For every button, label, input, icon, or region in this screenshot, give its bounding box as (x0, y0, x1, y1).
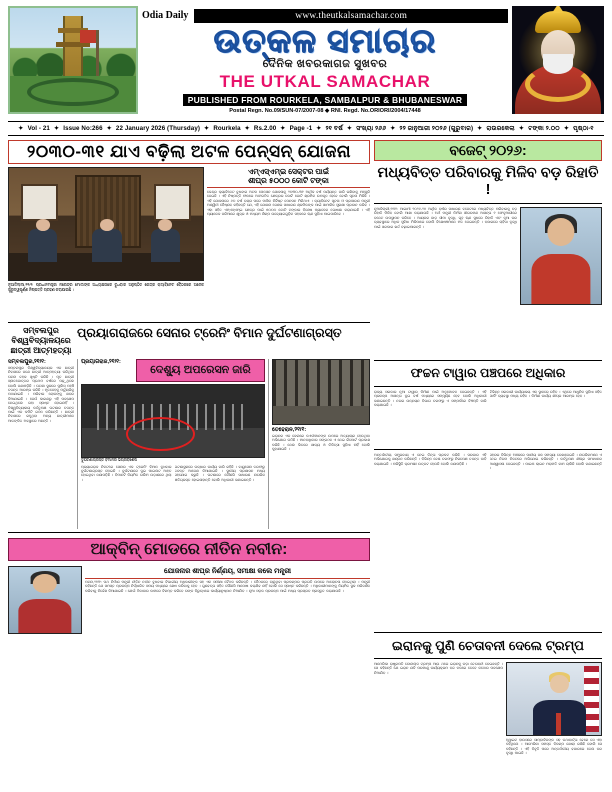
odia-vol-label: ୨୧ ବର୍ଷ (325, 124, 343, 132)
garland (525, 66, 591, 102)
budget-banner[interactable] (374, 140, 602, 161)
tie (556, 713, 561, 735)
lead-subhead-line2: ଶୀଘ୍ର ୫୦୦୦ କୋଟି ଟଙ୍କା (248, 176, 329, 185)
budget-headline: ମଧ୍ୟବିତ୍ତ ପରିବାରକୁ ମିଳିବ ବଡ଼ ରିହାତି ! (377, 165, 599, 198)
nitin-photo-block (8, 566, 82, 790)
university-column (8, 359, 74, 529)
minister-portrait-photo (8, 566, 82, 634)
section-divider (8, 322, 370, 323)
headline-rule (374, 658, 602, 659)
odia-daily-label: Odia Daily (142, 10, 189, 21)
iran-column (272, 359, 370, 529)
budget-photo-block (520, 207, 602, 357)
masthead-center (138, 6, 512, 114)
page-label: Page -1 (289, 125, 313, 132)
crash-body-left: ପ୍ରୟାଗରାଜ ନିକଟରେ ସେନାର ଏକ ଟ୍ରେନିଂ ବିମାନ ବୁଧବାର ଦୁର୍ଘଟଣାଗ୍ରସ୍ତ ହୋଇଛି । ଦୁର୍ଘଟଣାରେ ଦୁଇ ପାଇଲଟ ଆହତ ହୋଇଥିବା ଜଣାପଡ଼ିଛି । ବିମାନଟି ନିୟମିତ ତାଲିମ ଉଡ଼ାଣରେ ଥିଲା । (81, 464, 172, 482)
crash-header-row (8, 326, 370, 356)
person-center (92, 229, 121, 263)
iran-body-right: ଅନ୍ତର୍ଜାତୀୟ ସମ୍ପ୍ରଦାୟ ଏ ନେଇ ଚିନ୍ତା ପ୍ରକଟ କରିଛି । ସରକାର ଏହି ଅଭିଯୋଗକୁ ଖଣ୍ଡନ କରିଛନ୍ତି । ବିଭିନ୍ନ ଦେଶ ତରଫରୁ ନିରପେକ୍ଷ ତଦନ୍ତ ଦାବି କରାଯାଇଛି । ପରିସ୍ଥିତି କ୍ରମଶଃ ଉତ୍କଟ ହେଉଛି ବୋଲି ଜଣାପଡ଼ିଛି । (374, 453, 487, 466)
trump-body-left: ଆମେରିକା ରାଷ୍ଟ୍ରପତି ଡୋନାଲ୍ଡ ଟ୍ରମ୍ପ ଆଉ ଥରେ ଇରାନକୁ କଡ଼ା ଚେତାବନୀ ଦେଇଛନ୍ତି । ସେ କହିଛନ୍ତି ଯେ ଇରାନ ଯଦି ପରମାଣୁ କାର୍ଯ୍ୟକ୍ରମ ବନ୍ଦ ନକରେ ତେବେ କଠୋର ପଦକ୍ଷେପ ନିଆଯିବ । (374, 662, 503, 675)
trump-photo-block (506, 662, 602, 790)
head (33, 574, 57, 594)
bullet-icon: ✦ (18, 125, 24, 132)
crash-body-right: ଘଟଣାସ୍ଥଳରେ ଉଦ୍ଧାର କାର୍ଯ୍ୟ ଜାରି ରହିଛି । ବାୟୁସେନା ତରଫରୁ ତଦନ୍ତ ଆଦେଶ ଦିଆଯାଇଛି । ସ୍ଥାନୀୟ ପ୍ରଶାସନ ମଧ୍ୟ ସହଯୋଗ କରୁଛି । ଘଟଣାରେ କୌଣସି ସାଧାରଣ ନାଗରିକ କ୍ଷତିଗ୍ରସ୍ତ ହୋଇନାହାନ୍ତି ବୋଲି ଅଧିକାରୀ ଜଣାଇଛନ୍ତି । (174, 464, 265, 482)
bullet-icon: ✦ (518, 125, 525, 132)
website-url[interactable]: www.theutkalsamachar.com (194, 9, 508, 23)
section-divider (8, 532, 370, 533)
lead-photo-block (8, 167, 204, 319)
lead-story (8, 167, 370, 319)
bullet-icon: ✦ (346, 125, 353, 132)
bullet-icon: ✦ (563, 125, 570, 132)
column-rule (268, 359, 269, 529)
us-flag-icon (584, 666, 599, 732)
left-column-group (8, 140, 370, 790)
nitin-headline: ଆକ୍ବିନ୍ ମୋଡରେ ନୀତିନ ନବୀନ: (90, 541, 288, 558)
headline-rule (374, 386, 602, 387)
iran-body-left: ଇରାନର ଏକ ଜେଲରେ କଏଦୀମାନଙ୍କ ଉପରେ ଅତ୍ୟାଚାର ହେଉଥିବା ଅଭିଯୋଗ ଉଠିଛି । ମାନବାଧିକାର ସଙ୍ଗଠନ ଏ ନେଇ ରିପୋର୍ଟ ପ୍ରକାଶ କରିଛି । ଜେଲ ଭିତରେ ଖାଦ୍ୟ ଓ ଚିକିତ୍ସା ସୁବିଧା ନାହିଁ ବୋଲି କୁହାଯାଇଛି । (272, 434, 370, 452)
torso (18, 599, 71, 633)
masthead-title-odia: ଉତ୍କଳ ସମାଚାର (213, 22, 437, 59)
odia-date-label: ୨୨ ଜାନୁଆରୀ ୨୦୨୬ (ଗୁରୁବାର) (399, 124, 474, 132)
odia-page-label: ପୃଷ୍ଠା-୧ (573, 124, 594, 132)
section-divider (374, 632, 602, 633)
crash-headline-block[interactable] (77, 326, 370, 341)
finance-minister-photo (520, 207, 602, 305)
university-headline-line1: ସମ୍ବଲପୁର (23, 326, 59, 335)
right-column-group (374, 140, 602, 790)
published-from: PUBLISHED FROM ROURKELA, SAMBALPUR & BHUBANESWAR (183, 94, 468, 106)
bullet-icon: ✦ (244, 125, 250, 132)
tower-body-left: ରାଜ୍ୟ ସରକାର ନୂଆ ଟାୱାର ନିର୍ମାଣ ପାଇଁ ଅନୁମୋଦନ ଦେଇଛନ୍ତି । ଏହି ପ୍ରକଳ୍ପ ଆସନ୍ତା ଦୁଇ ବର୍ଷ ମଧ୍ୟରେ ସମ୍ପୂର୍ଣ୍ଣ ହେବ ବୋଲି ଅଧିକାରୀ ଜଣାଇଛନ୍ତି । ନଗର ଉନ୍ନୟନ ବିଭାଗ ତରଫରୁ ଏ ସମ୍ପର୍କରେ ବିଜ୍ଞପ୍ତି ଜାରି କରାଯାଇଛି । (374, 390, 487, 408)
trump-story (374, 662, 602, 790)
garden-ring (27, 78, 119, 106)
prison-photo (272, 359, 370, 425)
trump-body-right: ହ୍ୱାଇଟ ହାଉସରେ ସାମ୍ବାଦିକଙ୍କ ସହ କଥାବାର୍ତ୍ତା ବେଳେ ସେ ଏହା କହିଥିଲେ । ଆମେରିକା ସମସ୍ତ ବିକଳ୍ପ ଖୋଲା ରଖିଛି ବୋଲି ସେ କହିଛନ୍ତି । ଏହି ବିବୃତି ପରେ ଅନ୍ତର୍ଜାତୀୟ ବଜାରରେ ତେଲ ଦର ବୃଦ୍ଧି ପାଇଛି । (506, 738, 602, 756)
crash-site-photo (81, 384, 265, 458)
crash-banner: ଦେଶ୍ୟୁ ଅପରେସନ ଜାରି (136, 359, 265, 382)
registration-info: Postal Regn. No.09/SUN-07/2007-08 ◆ RNI. Regd. No.ORIORI/2004/17448 (229, 108, 421, 114)
wall-frame-left (21, 184, 58, 222)
highlight-circle (126, 417, 196, 451)
nitin-subhead: ଯୋଜନାର ଶୀଘ୍ର ନିର୍ଣ୍ଣୟ, ସମୀକ୍ଷା କଲେ ମନ୍ତ୍ରୀ (163, 568, 292, 575)
masthead-subtitle-odia: ଦୈନିକ ଖବରକାଗଜ ସୁଖବର (262, 58, 388, 70)
wall-frame-right (154, 184, 191, 222)
trump-headline: ଇରାନକୁ ପୁଣି ଚେତାବନୀ ଦେଲେ ଟ୍ରମ୍ପ (391, 638, 585, 653)
person-right (151, 229, 180, 263)
university-byline: ସମ୍ବଲପୁର,୨୧/୧: (8, 359, 46, 365)
hanuman-tower-photo (8, 6, 138, 114)
subhead-rule (85, 578, 370, 579)
bullet-icon: ✦ (280, 125, 286, 132)
head (547, 218, 574, 247)
odia-edition-label: ରାଉରକେଲା (486, 124, 515, 132)
nitin-story (8, 566, 370, 790)
bullet-icon: ✦ (390, 125, 396, 132)
budget-banner-text: ବଜେଟ୍ ୨୦୨୬: (449, 142, 527, 158)
university-headline-block[interactable] (8, 326, 74, 356)
subhead-rule (207, 187, 370, 188)
university-headline-line3: ଛାତ୍ରୀ ଆତ୍ମହତ୍ୟା (10, 346, 72, 355)
issue-label: Issue No:266 (63, 125, 103, 132)
bullet-icon: ✦ (316, 125, 322, 132)
lead-headline-box[interactable] (8, 140, 370, 164)
section-divider (374, 449, 602, 450)
lead-body: କେନ୍ଦ୍ର କ୍ୟାବିନେଟ ବୁଧବାର ଅଟଳ ପେନସନ ଯୋଜନାକୁ ୨୦୩୦-୩୧ ଆର୍ଥିକ ବର୍ଷ ପର୍ଯ୍ୟନ୍ତ ଜାରି ରଖିବାକୁ ମଞ୍ଜୁରି ଦେଇଛି । ଏହି ନିଷ୍ପତ୍ତି ଫଳରେ ଅସଂଗଠିତ କ୍ଷେତ୍ରର କୋଟି କୋଟି ଶ୍ରମିକ ଉପକୃତ ହେବେ ବୋଲି ସୂଚନା ମିଳିଛି । ଏହି ଯୋଜନାରେ ୬୦ ବର୍ଷ ବୟସ ପରେ ମାସିକ ନିର୍ଦ୍ଦିଷ୍ଟ ପେନସନ ମିଳିଥାଏ । କ୍ୟାବିନେଟ ସୂଚନା ଓ ପ୍ରସାରଣ ମନ୍ତ୍ରୀ ଅଶ୍ୱିନୀ ବୈଷ୍ଣବ କହିଛନ୍ତି ଯେ, ଏହି ଯୋଜନା ଦେଶର ସାଧାରଣ ଶ୍ରମିକଙ୍କ ପାଇଁ ସାମାଜିକ ସୁରକ୍ଷା ପ୍ରଦାନ କରିବ । ଏହା ସହିତ ଏମ୍‌ଏସ୍‌ଏମ୍‌ଇ କ୍ଷେତ୍ର ପାଇଁ ୫୦୦୦ କୋଟି ଟଙ୍କାର ବିଶେଷ ପ୍ୟାକେଜ ଘୋଷଣା କରାଯାଇଛି । ଏହି ପ୍ୟାକେଜ ଜରିଆରେ କ୍ଷୁଦ୍ର ଓ ମଧ୍ୟମ ଶିଳ୍ପ ଉଦ୍ୟୋଗଗୁଡ଼ିକ ସହଜରେ ଋଣ ସୁବିଧା ପାଇପାରିବେ । (207, 190, 370, 217)
edition-label: Rourkela (213, 125, 241, 132)
masthead-top-row (142, 8, 508, 23)
volume-label: Vol - 21 (27, 125, 50, 132)
university2-body: ସହରର ବିଭିନ୍ନ ଅଞ୍ଚଳରେ ପାନୀୟ ଜଳ ସମସ୍ୟା ଦେଖାଦେଇଛି । ନାଗରିକମାନେ ଏ ନେଇ ନିଗମ ନିକଟରେ ଅଭିଯୋଗ କରିଛନ୍ତି । କର୍ତ୍ତୃପକ୍ଷ ଶୀଘ୍ର ସମାଧାନର ଆଶ୍ୱାସନା ଦେଇଛନ୍ତି । ପାଇପ ଲାଇନ ମରାମତି କାମ ଚାଲିଛି ବୋଲି ଜଣାଇଛନ୍ତି । (489, 453, 602, 471)
nitin-headline-box[interactable] (8, 538, 370, 561)
crash-banner-row (81, 359, 265, 382)
person-left (28, 229, 57, 263)
budget-body: ନୂଆଦିଲ୍ଲୀ,୨୧/୧: ଆଗାମୀ ୨୦୨୬-୨୭ ଆର୍ଥିକ ବର୍ଷର ସାଧାରଣ ବଜେଟରେ ମଧ୍ୟବିତ୍ତ ପରିବାରକୁ ବଡ଼ ରିହାତି ମିଳିବ ବୋଲି ଆଶା କରାଯାଉଛି । ଅର୍ଥ ମନ୍ତ୍ରୀ ନିର୍ମଳା ସୀତାରମଣ ଆସନ୍ତା ୧ ଫେବୃଆରୀରେ ବଜେଟ ଉପସ୍ଥାପନ କରିବେ । ଆୟକର ଛାଡ଼ ସୀମା ବୃଦ୍ଧି, ଗୃହ ଋଣ ସୁଧରେ ରିହାତି ଏବଂ ନୂଆ କର ବ୍ୟବସ୍ଥାରେ ଅଧିକ ସୁବିଧା ମିଳିପାରେ ବୋଲି ବିଶେଷଜ୍ଞମାନେ ମତ ଦେଇଛନ୍ତି । ବଜାରରେ ଚାହିଦା ବୃଦ୍ଧି ପାଇଁ ସରକାର ଖର୍ଚ୍ଚ ବଢ଼ାଇପାରନ୍ତି । (374, 207, 517, 229)
crash-byline: ପ୍ରୟାଗରାଜ,୨୧/୧: (81, 359, 121, 365)
iran-byline: ତେହେରାନ,୨୧/୧: (272, 427, 307, 433)
tower-statue (63, 16, 83, 78)
date-label: 22 January 2026 (Thursday) (115, 125, 201, 132)
column-rule (77, 359, 78, 529)
crash-body-columns (81, 465, 265, 529)
bullet-icon: ✦ (106, 125, 112, 132)
crash-headline: ପ୍ରୟାଗରାଜରେ ସେନାର ଟ୍ରେନିଂ ବିମାନ ଦୁର୍ଘଟଣାଗ୍ରସ୍ତ (77, 326, 342, 340)
masthead (8, 6, 604, 118)
cabinet-meeting-photo (8, 167, 204, 281)
section-divider (374, 360, 602, 361)
headline-rule (374, 203, 602, 204)
tower-headline: ଫଚ୍ଚନ ଟାୱାର ପଞ୍ଚପରେ ଅଧିକାର (410, 366, 566, 380)
crash-main (81, 359, 265, 529)
bullet-icon: ✦ (477, 125, 483, 132)
flag-icon (96, 30, 99, 76)
lead-headline: ୨୦୩୦-୩୧ ଯାଏ ବଢ଼ିଲା ଅଟଳ ପେନ୍‌ସନ୍ ଯୋଜନା (26, 142, 352, 161)
nitin-body: ପଟନା,୨୧/୧: ପଥ ନିର୍ମାଣ ମନ୍ତ୍ରୀ ନୀତିନ ନବୀନ ବୁଧବାର ବିଭାଗୀୟ ଅଧିକାରୀଙ୍କ ସହ ଏକ ସମୀକ୍ଷା ବୈଠକ କରିଛନ୍ତି । ବୈଠକରେ ଚାଲୁଥିବା ପ୍ରକଳ୍ପର ପ୍ରଗତି ଉପରେ ଆଲୋଚନା ହୋଇଥିଲା । ମନ୍ତ୍ରୀ କହିଛନ୍ତି ଯେ ସମସ୍ତ ପ୍ରକଳ୍ପ ନିର୍ଦ୍ଧାରିତ ସମୟ ମଧ୍ୟରେ ଶେଷ କରିବାକୁ ହେବ । ଗୁଣବତ୍ତା ସହିତ କୌଣସି ଆପୋଷ କରାଯିବ ନାହିଁ ବୋଲି ସେ ସ୍ପଷ୍ଟ କରିଛନ୍ତି । ଅଧିକାରୀମାନଙ୍କୁ ନିୟମିତ ସ୍ଥଳ ପରିଦର୍ଶନ କରିବାକୁ ନିର୍ଦ୍ଦେଶ ଦିଆଯାଇଛି । ଯେଉଁ ଠିକାଦାର କାମରେ ବିଳମ୍ବ କରିବେ ତାଙ୍କ ବିରୁଦ୍ଧରେ କାର୍ଯ୍ୟାନୁଷ୍ଠାନ ନିଆଯିବ । ନୂଆ ସଡ଼କ ପ୍ରକଳ୍ପ ପାଇଁ ମଧ୍ୟ ପ୍ରସ୍ତାବ ପ୍ରସ୍ତୁତ କରାଯାଉଛି । (85, 580, 370, 593)
prison-wall (273, 406, 369, 424)
lead-subhead-line1: ଏମ୍‌ଏସ୍‌ଏମ୍‌ଇ ସେକ୍ଟର ପାଇଁ (248, 167, 329, 176)
tower-story (374, 390, 602, 446)
odia-price-label: ଟଙ୍କା ୨.୦୦ (528, 124, 560, 132)
lead-photo-caption: ନୂଆଦିଲ୍ଲୀ,୨୧/୧: ପ୍ରଧାନମନ୍ତ୍ରୀ ନରେନ୍ଦ୍ର ମୋଦୀଙ୍କ ଅଧ୍ୟକ୍ଷତାରେ ବୁଧବାର ଅନୁଷ୍ଠିତ କେନ୍ଦ୍ର କ୍ୟାବିନେଟ ବୈଠକରେ ଅନେକ ଗୁରୁତ୍ୱପୂର୍ଣ୍ଣ ନିଷ୍ପତ୍ତି ଗ୍ରହଣ କରାଯାଇଛି । (8, 283, 204, 292)
nitin-body-columns (85, 580, 370, 790)
trump-photo (506, 662, 602, 736)
bullet-icon: ✦ (53, 125, 60, 132)
head (550, 675, 569, 694)
tower-body-right: ବିଭିନ୍ନ ସରକାରୀ କାର୍ଯ୍ୟାଳୟ ଏକ ସ୍ଥାନରେ ରହିବ । ଏଥିରେ ଆଧୁନିକ ସୁବିଧା ସହିତ ପାର୍କିଂ ବ୍ୟବସ୍ଥା ମଧ୍ୟ ରହିବ । ନିର୍ମାଣ କାର୍ଯ୍ୟ ଶୀଘ୍ର ଆରମ୍ଭ ହେବ । (489, 390, 602, 399)
content-area (8, 140, 604, 790)
odia-issue-label: ସଂଖ୍ୟା ୨୬୬ (356, 124, 387, 132)
crash-story (8, 359, 370, 529)
torso (531, 254, 590, 304)
info-bar (8, 121, 604, 136)
lead-text-block (207, 167, 370, 319)
university-headline-line2: ବିଶ୍ୱବିଦ୍ୟାଳୟରେ (11, 336, 71, 345)
crash-photo-caption: ଦୁର୍ଘଟଣାଗ୍ରସ୍ତ ବିମାନର ଭଗ୍ନାବଶେଷ (81, 458, 137, 462)
budget-story (374, 207, 602, 357)
nitin-text-block (85, 566, 370, 790)
university-body: ସମ୍ବଲପୁର ବିଶ୍ୱବିଦ୍ୟାଳୟର ଏକ ଛାତ୍ରୀ ନିବାସରେ ଜଣେ ଛାତ୍ରୀ ଆତ୍ମହତ୍ୟା କରିଥିବା ଘଟନା ଚହଳ ସୃଷ୍ଟି କରିଛି । ମୃତ ଛାତ୍ରୀ ସ୍ନାତକୋତ୍ତର ପ୍ରଥମ ବର୍ଷରେ ପଢ଼ୁଥିଲେ ବୋଲି ଜଣାପଡ଼ିଛି । ଘଟଣା ସ୍ଥଳରେ ପୁଲିସ ପହଞ୍ଚି ତଦନ୍ତ ଆରମ୍ଭ କରିଛି । ମୃତଦେହକୁ ମର୍ଚ୍ୟୁରିକୁ ପଠାଯାଇଛି । ପରିବାର ଲୋକଙ୍କୁ ଖବର ଦିଆଯାଇଛି । କେଉଁ କାରଣରୁ ଏହି ପଦକ୍ଷେପ ନେଇଥିଲେ ତାହା ସ୍ପଷ୍ଟ ହୋଇନାହିଁ । ବିଶ୍ୱବିଦ୍ୟାଳୟ କର୍ତ୍ତୃପକ୍ଷ ଘଟଣାର ତଦନ୍ତ ପାଇଁ ଏକ କମିଟି ଗଠନ କରିଛନ୍ତି । ଛାତ୍ରୀ ନିବାସରେ ରହୁଥିବା ଅନ୍ୟ ଛାତ୍ରୀମାନେ ଆତଙ୍କିତ ଅବସ୍ଥାରେ ଅଛନ୍ତି । (8, 366, 74, 423)
price-label: Rs.2.00 (253, 125, 277, 132)
iran-continued (374, 453, 602, 629)
masthead-title-english: THE UTKAL SAMACHAR (219, 72, 431, 91)
sai-baba-photo (512, 6, 604, 114)
bullet-icon: ✦ (204, 125, 210, 132)
